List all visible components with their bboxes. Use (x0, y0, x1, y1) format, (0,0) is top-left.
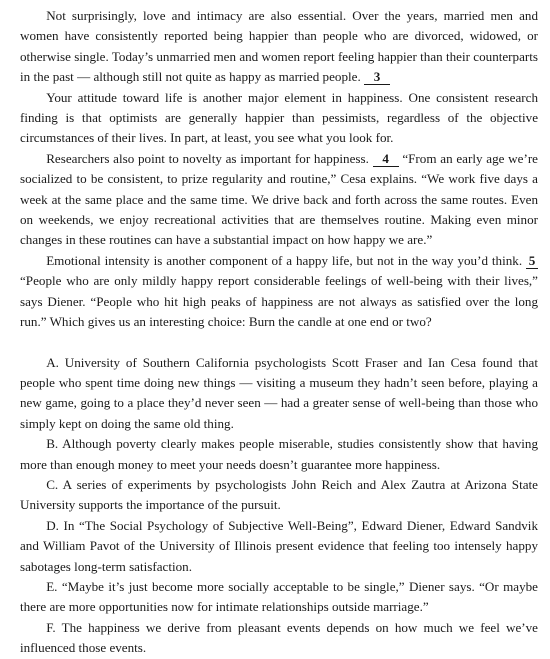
option-b: B. Although poverty clearly makes people miserable, studies consistently show that having more than enough money to meet your needs doesn’t guarantee more happiness. (20, 436, 538, 472)
blank-4[interactable]: 4 (373, 152, 399, 167)
blank-3[interactable]: 3 (364, 70, 390, 85)
option-f: F. The happiness we derive from pleasant events depends on how much we feel we’ve influenced those events. (20, 619, 538, 656)
paragraph-4 (20, 251, 538, 333)
paragraph-3-before: Researchers also point to novelty as important for happiness. (46, 150, 373, 166)
blank-5[interactable]: 5 (526, 254, 538, 269)
paragraph-1-text: Not surprisingly, love and intimacy are also essential. Over the years, married men and women have consistently reported being happier than people who are divorced, widowed, or otherwise single. Today’s unmarried men and women report feeling happier than their counterparts in the past — although still not quite as happy as married people. (20, 8, 538, 85)
paragraph-4-before: Emotional intensity is another component of a happy life, but not in the way you’d think. (46, 252, 526, 268)
paragraph-4-after: “People who are only mildly happy report considerable feelings of well-being with their lives,” says Diener. “People who hit high peaks of happiness are not always as satisfied over the long run.” Which gives us an interesting choice: Burn the candle at one end or two? (20, 273, 538, 330)
paragraph-2-text: Your attitude toward life is another major element in happiness. One consistent research finding is that optimists are generally happier than pessimists, regardless of the objective circumstances of their lives. In part, at least, you see what you look for. (20, 89, 538, 146)
paragraph-2 (20, 88, 538, 149)
option-d: D. In “The Social Psychology of Subjective Well-Being”, Edward Diener, Edward Sandvik and William Pavot of the University of Illinois present evidence that feeling too intensely happy sabotages long-term satisfaction. (20, 517, 538, 574)
paragraph-3-after: “From an early age we’re socialized to be consistent, to prize regularity and routine,” Cesa explains. “We work five days a week at the same place and the same time. We drive back and forth across the same routes. Even on weekends, we enjoy recreational activities that are themselves routine. Making even minor changes in these routines can have a substantial impact on how happy we are.” (20, 150, 538, 248)
options-list (20, 353, 538, 659)
paragraph-3 (20, 149, 538, 251)
option-c: C. A series of experiments by psychologists John Reich and Alex Zautra at Arizona State University supports the importance of the pursuit. (20, 476, 538, 513)
option-a: A. University of Southern California psychologists Scott Fraser and Ian Cesa found that people who spent time doing new things — visiting a museum they hadn’t seen before, playing a new game, going to a place they’d never seen — had a greater sense of well-being than those who simply kept on doing the same old thing. (20, 354, 538, 431)
option-e: E. “Maybe it’s just become more socially acceptable to be single,” Diener says. “Or maybe there are more opportunities now for intimate relationships outside marriage.” (20, 578, 538, 615)
section-spacer (20, 333, 538, 353)
paragraph-1 (20, 6, 538, 88)
